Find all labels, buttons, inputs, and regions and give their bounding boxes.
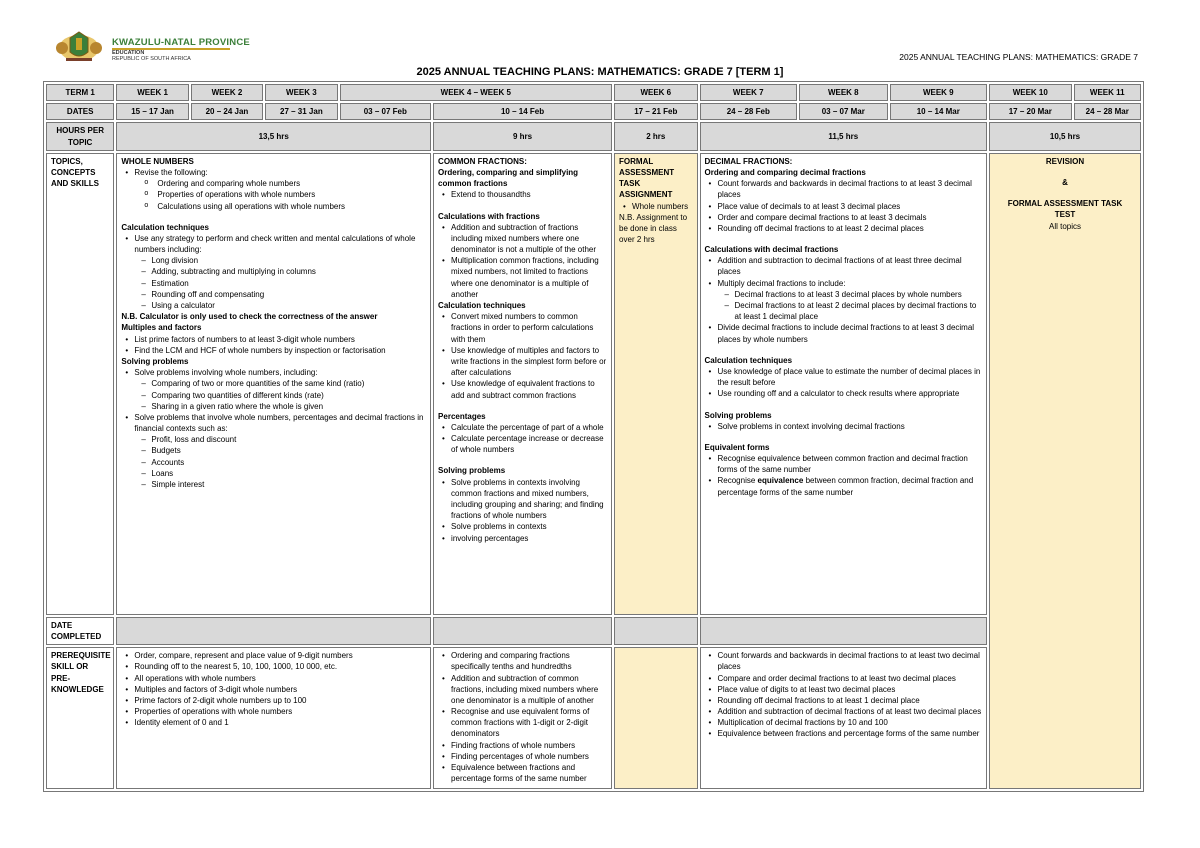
week-10: WEEK 10 [989, 84, 1071, 101]
list-item: – Decimal fractions to at least 3 decimal places by whole numbers [735, 289, 983, 300]
prerequisite-row [46, 647, 1141, 789]
logo-title: KWAZULU-NATAL PROVINCE [112, 37, 250, 48]
hours-whole-numbers: 13,5 hrs [116, 122, 431, 150]
whole-numbers-cell [116, 153, 431, 615]
list-item: • Use rounding off and a calculator to check results where appropriate [718, 388, 983, 399]
running-header: 2025 ANNUAL TEACHING PLANS: MATHEMATICS: GRADE 7 [899, 52, 1138, 62]
decimal-fractions-heading: DECIMAL FRACTIONS: [704, 156, 793, 166]
list-item: – Rounding off and compensating [151, 289, 426, 300]
formal-assessment-heading: FORMAL ASSESSMENT TASK [619, 156, 675, 189]
list-item: • Compare and order decimal fractions to at least two decimal places [718, 673, 983, 684]
list-item: • Calculate the percentage of part of a whole [451, 422, 607, 433]
list-item: • Addition and subtraction of decimal fractions of at least two decimal places [718, 706, 983, 717]
date-cell: 24 – 28 Feb [700, 103, 798, 120]
week-2: WEEK 2 [191, 84, 263, 101]
ordering-decimals-heading: Ordering and comparing decimal fractions [704, 167, 866, 177]
logo-subtitle: EDUCATION [112, 50, 145, 56]
hours-assessment: 2 hrs [614, 122, 697, 150]
revision-cell [989, 153, 1141, 789]
calculator-note: N.B. Calculator is only used to check the correctness of the answer [121, 312, 378, 322]
list-item: • Ordering and comparing fractions specifically tenths and hundredths [451, 650, 607, 672]
list-item: – Profit, loss and discount [151, 434, 426, 445]
date-cell: 10 – 14 Feb [433, 103, 612, 120]
list-item: • Use knowledge of place value to estimate the number of decimal places in the result before [718, 366, 983, 388]
list-item: • Rounding off decimal fractions to at least 2 decimal places [718, 223, 983, 234]
list-item: • Use any strategy to perform and check written and mental calculations of whole numbers including: – Long division – Adding, subtracting and multiplying in columns – Estimation – Rounding off and compensating – Using a calculator [134, 233, 426, 311]
prereq-fractions [433, 647, 612, 789]
date-cell: 24 – 28 Mar [1074, 103, 1142, 120]
decimal-fractions-cell [700, 153, 988, 615]
teaching-plan-table [43, 81, 1144, 792]
list-item: • involving percentages [451, 533, 607, 544]
all-topics-label: All topics [1049, 221, 1082, 231]
list-item: – Loans [151, 468, 426, 479]
list-item: • Count forwards and backwards in decimal fractions to at least two decimal places [718, 650, 983, 672]
week-8: WEEK 8 [799, 84, 887, 101]
date-cell: 10 – 14 Mar [890, 103, 988, 120]
dates-row [46, 103, 1141, 120]
list-item: • All operations with whole numbers [134, 673, 426, 684]
list-item: • Solve problems involving whole numbers, including: – Comparing of two or more quantities of the same kind (ratio) – Comparing two quantities of different kinds (rate) – Sharing in a given ratio where the whole is given [134, 367, 426, 412]
list-item: – Using a calculator [151, 300, 426, 311]
formal-test-heading: FORMAL ASSESSMENT TASK [1007, 199, 1123, 209]
list-item: • Addition and subtraction of common fractions, including mixed numbers where one denominator is a multiple of another [451, 673, 607, 707]
common-fractions-heading: COMMON FRACTIONS: [438, 156, 527, 166]
list-item: • Count forwards and backwards in decimal fractions to at least 3 decimal places [718, 178, 983, 200]
solving-problems-heading: Solving problems [438, 466, 506, 476]
list-item: • List prime factors of numbers to at least 3-digit whole numbers [134, 334, 426, 345]
list-item: o Ordering and comparing whole numbers [157, 178, 426, 189]
calc-techniques-heading: Calculation techniques [438, 301, 526, 310]
dates-label: DATES [46, 103, 114, 120]
prereq-whole-numbers [116, 647, 431, 789]
list-item: • Solve problems in contexts involving common fractions and mixed numbers, including grouping and sharing; and finding fractions of whole numbers [451, 477, 607, 522]
date-cell: 17 – 20 Mar [989, 103, 1071, 120]
list-item: – Adding, subtracting and multiplying in columns [151, 266, 426, 277]
percentages-heading: Percentages [438, 411, 486, 421]
list-item: • Finding fractions of whole numbers [451, 740, 607, 751]
list-item: • Order, compare, represent and place value of 9-digit numbers [134, 650, 426, 661]
list-item: • Identity element of 0 and 1 [134, 717, 426, 728]
kzn-logo [52, 28, 250, 68]
list-item: – Accounts [151, 457, 426, 468]
date-completed-label: DATE COMPLETED [46, 617, 114, 645]
list-item: • Multiples and factors of 3-digit whole numbers [134, 684, 426, 695]
list-item: • Finding percentages of whole numbers [451, 751, 607, 762]
list-item: • Rounding off to the nearest 5, 10, 100, 1000, 10 000, etc. [134, 661, 426, 672]
solving-problems-heading: Solving problems [704, 410, 772, 420]
list-item: • Order and compare decimal fractions to at least 3 decimals [718, 212, 983, 223]
list-item: • Extend to thousandths [451, 189, 607, 200]
list-item: • Calculate percentage increase or decrease of whole numbers [451, 433, 607, 455]
page-title: 2025 ANNUAL TEACHING PLANS: MATHEMATICS: GRADE 7 [TERM 1] [416, 66, 784, 78]
prereq-assessment [614, 647, 697, 789]
list-item: – Long division [151, 255, 426, 266]
list-item: – Sharing in a given ratio where the whole is given [151, 401, 426, 412]
week-4-5: WEEK 4 – WEEK 5 [340, 84, 613, 101]
prerequisite-label: PREREQUISITE SKILL OR PRE-KNOWLEDGE [46, 647, 114, 789]
list-item: – Comparing of two or more quantities of the same kind (ratio) [151, 378, 426, 389]
list-item: • Equivalence between fractions and percentage forms of the same number [718, 728, 983, 739]
date-cell: 03 – 07 Feb [340, 103, 432, 120]
week-9: WEEK 9 [890, 84, 988, 101]
calc-techniques-heading: Calculation techniques [121, 222, 209, 232]
list-item: • Equivalence between fractions and percentage forms of the same number [451, 762, 607, 784]
hours-decimal-fractions: 11,5 hrs [700, 122, 988, 150]
coat-of-arms-icon [52, 28, 106, 64]
revision-ampersand: & [1062, 177, 1068, 187]
revision-heading: REVISION [1045, 156, 1085, 166]
list-item: • Solve problems in context involving decimal fractions [718, 421, 983, 432]
week-row [46, 84, 1141, 101]
list-item: • Solve problems that involve whole numbers, percentages and decimal fractions in financial contexts such as: – Profit, loss and discount – Budgets – Accounts – Loans – Simple interest [134, 412, 426, 490]
list-item: • Solve problems in contexts [451, 521, 607, 532]
list-item: • Find the LCM and HCF of whole numbers by inspection or factorisation [134, 345, 426, 356]
hours-label: HOURS PER TOPIC [46, 122, 114, 150]
list-item: • Multiplication of decimal fractions by 10 and 100 [718, 717, 983, 728]
hours-row [46, 122, 1141, 150]
list-item: o Properties of operations with whole numbers [157, 189, 426, 200]
list-item: • Divide decimal fractions to include decimal fractions to at least 3 decimal places by whole numbers [718, 322, 983, 344]
ordering-fractions-heading: Ordering, comparing and simplifying common fractions [438, 167, 579, 189]
list-item: • Revise the following: o Ordering and comparing whole numbers o Properties of operations with whole numbers o Calculations using all operations with whole numbers [134, 167, 426, 212]
list-item: • Addition and subtraction to decimal fractions of at least three decimal places [718, 255, 983, 277]
calc-techniques-heading: Calculation techniques [704, 355, 793, 365]
calc-fractions-heading: Calculations with fractions [438, 211, 540, 221]
list-item: – Comparing two quantities of different kinds (rate) [151, 390, 426, 401]
list-item: • Rounding off decimal fractions to at least 1 decimal place [718, 695, 983, 706]
date-cell: 15 – 17 Jan [116, 103, 188, 120]
list-item: – Budgets [151, 445, 426, 456]
equivalent-forms-heading: Equivalent forms [704, 442, 770, 452]
date-completed-cell[interactable] [614, 617, 697, 645]
test-label: TEST [1054, 210, 1076, 220]
list-item: • Multiply decimal fractions to include: – Decimal fractions to at least 3 decimal places by whole numbers – Decimal fractions to at least 2 decimal places by decimal fractions to at least 1 decimal place [718, 278, 983, 323]
date-completed-row [46, 617, 1141, 645]
prereq-decimals [700, 647, 988, 789]
date-cell: 17 – 21 Feb [614, 103, 697, 120]
list-item: • Use knowledge of equivalent fractions to add and subtract common fractions [451, 378, 607, 400]
week-7: WEEK 7 [700, 84, 798, 101]
date-completed-cell[interactable] [433, 617, 612, 645]
week-11: WEEK 11 [1074, 84, 1142, 101]
term-label: TERM 1 [46, 84, 114, 101]
list-item: • Whole numbers [632, 201, 692, 212]
date-cell: 27 – 31 Jan [265, 103, 337, 120]
week-3: WEEK 3 [265, 84, 337, 101]
week-1: WEEK 1 [116, 84, 188, 101]
list-item: • Recognise equivalence between common fraction, decimal fraction and percentage forms of the same number [718, 475, 983, 497]
date-cell: 20 – 24 Jan [191, 103, 263, 120]
list-item: • Addition and subtraction of fractions including mixed numbers where one denominator is not a multiple of the other [451, 222, 607, 256]
list-item: • Prime factors of 2-digit whole numbers up to 100 [134, 695, 426, 706]
solving-problems-heading: Solving problems [121, 356, 189, 366]
list-item: • Place value of decimals to at least 3 decimal places [718, 201, 983, 212]
list-item: • Convert mixed numbers to common fractions in order to perform calculations with them [451, 311, 607, 345]
multiples-factors-heading: Multiples and factors [121, 323, 202, 333]
list-item: • Recognise equivalence between common fraction and decimal fraction forms of the same number [718, 453, 983, 475]
common-fractions-cell [433, 153, 612, 615]
formal-assessment-cell [614, 153, 697, 615]
list-item: • Properties of operations with whole numbers [134, 706, 426, 717]
week-6: WEEK 6 [614, 84, 697, 101]
topics-row [46, 153, 1141, 615]
calc-decimals-heading: Calculations with decimal fractions [704, 245, 839, 255]
assignment-note: N.B. Assignment to be done in class over 2 hrs [619, 212, 688, 245]
logo-country: REPUBLIC OF SOUTH AFRICA [112, 56, 191, 62]
assignment-label: ASSIGNMENT [619, 190, 673, 200]
date-completed-cell[interactable] [700, 617, 988, 645]
list-item: – Decimal fractions to at least 2 decimal places by decimal fractions to at least 1 decimal place [735, 300, 983, 322]
list-item: o Calculations using all operations with whole numbers [157, 201, 426, 212]
date-completed-cell[interactable] [116, 617, 431, 645]
list-item: • Recognise and use equivalent forms of common fractions with 1-digit or 2-digit denominators [451, 706, 607, 740]
whole-numbers-heading: WHOLE NUMBERS [121, 156, 194, 166]
date-cell: 03 – 07 Mar [799, 103, 887, 120]
list-item: • Place value of digits to at least two decimal places [718, 684, 983, 695]
list-item: – Simple interest [151, 479, 426, 490]
list-item: • Use knowledge of multiples and factors to write fractions in the simplest form before or after calculations [451, 345, 607, 379]
list-item: • Multiplication common fractions, including mixed numbers, not limited to fractions where one denominator is a multiple of another [451, 255, 607, 300]
hours-common-fractions: 9 hrs [433, 122, 612, 150]
topics-label: TOPICS, CONCEPTS AND SKILLS [46, 153, 114, 615]
list-item: – Estimation [151, 278, 426, 289]
hours-revision: 10,5 hrs [989, 122, 1141, 150]
